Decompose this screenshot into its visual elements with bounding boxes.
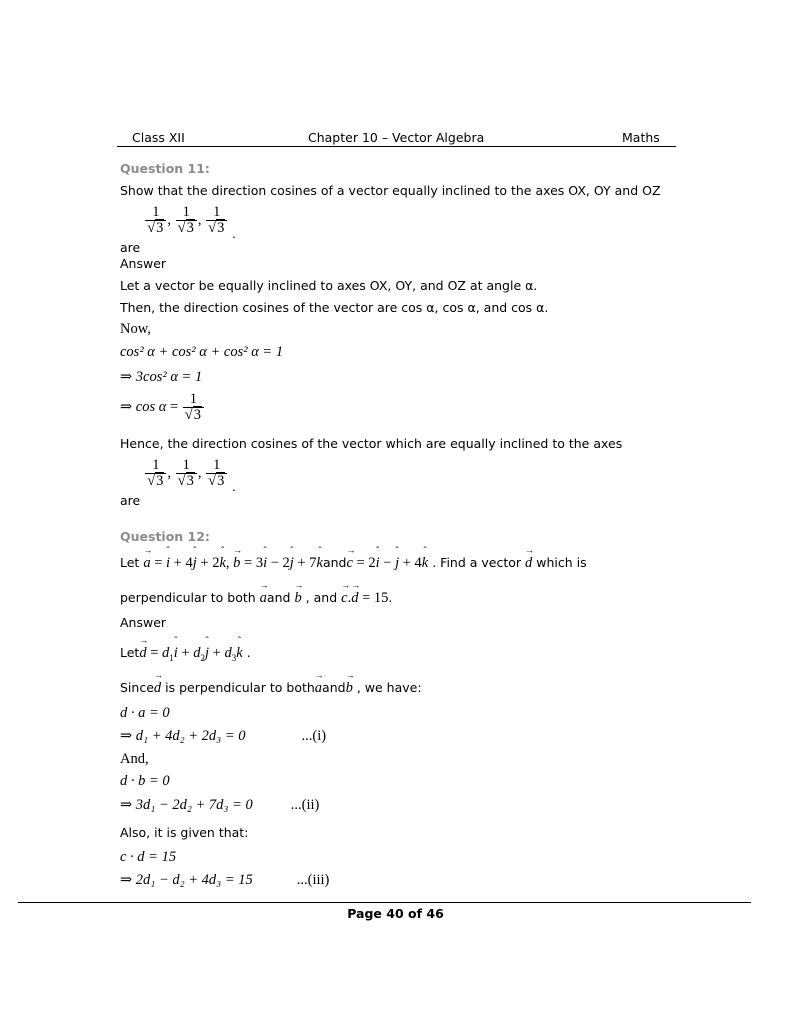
question-11-title: Question 11: [120,161,210,176]
question-11-statement: Show that the direction cosines of a vector equally inclined to the axes OX, OY and OZ [120,183,661,198]
and-label: And, [120,751,149,767]
equation-cos-alpha: ⇒ cos α = $\frac{1}{√3}$ [120,392,205,423]
header-subject: Maths [622,130,660,145]
direction-cosines-2: are $\frac{1}{√3}$ , $\frac{1}{√3}$ , $\frac{1}{√3}$ . [120,457,236,508]
hence-statement: Hence, the direction cosines of the vector which are equally inclined to the axes [120,436,623,451]
question-12-answer-label: Answer [120,615,167,630]
also-given: Also, it is given that: [120,825,249,840]
answer-line-1: Let a vector be equally inclined to axes OX, OY, and OZ at angle α. [120,278,538,293]
equation-iii-tag: ...(iii) [296,872,330,888]
equation-d-dot-a: d · a = 0 [120,705,170,721]
equation-3cos-squared: ⇒ 3cos² α = 1 [120,369,203,385]
equation-ii-tag: ...(ii) [290,797,320,813]
equation-i-tag: ...(i) [301,728,327,744]
footer-divider [18,902,751,903]
equation-sum-cos-squared: cos² α + cos² α + cos² α = 1 [120,344,284,360]
now-label: Now, [120,321,151,337]
question-12-title: Question 12: [120,529,210,544]
header-divider [117,146,676,147]
equation-iii: ⇒ 2d₁ − d₂ + 4d₃ = 15 ...(iii) [120,872,330,888]
direction-cosines-1: are $\frac{1}{√3}$ , $\frac{1}{√3}$ , $\frac{1}{√3}$ . [120,204,236,255]
equation-i: ⇒ d₁ + 4d₂ + 2d₃ = 0 ...(i) [120,728,327,744]
perpendicular-condition: perpendicular to both → aand → b , and → c.→ d = 15. [120,590,392,607]
equation-c-dot-d: c · d = 15 [120,849,177,865]
question-11-answer-label: Answer [120,256,167,271]
since-statement: Since→ d is perpendicular to both→ aand→ b , we have: [120,680,422,697]
question-12-statement: Let → a = ˆ i + 4ˆ j + 2ˆ k, → b = 3ˆ i − 2ˆ j + 7ˆ kand→ c = 2ˆ i − ˆ j + 4ˆ k . Find a vector → d which is [120,555,587,572]
page-number: Page 40 of 46 [347,906,444,921]
equation-ii: ⇒ 3d₁ − 2d₂ + 7d₃ = 0 ...(ii) [120,797,320,813]
let-d-definition: $Let\to d = d_1ˆ$ $i + d_2ˆ$ $j + d_3ˆ$ k . [120,645,251,663]
header-class: Class XII [132,130,185,145]
answer-line-2: Then, the direction cosines of the vector are cos α, cos α, and cos α. [120,300,549,315]
header-chapter: Chapter 10 – Vector Algebra [308,130,485,145]
equation-d-dot-b: d · b = 0 [120,773,170,789]
